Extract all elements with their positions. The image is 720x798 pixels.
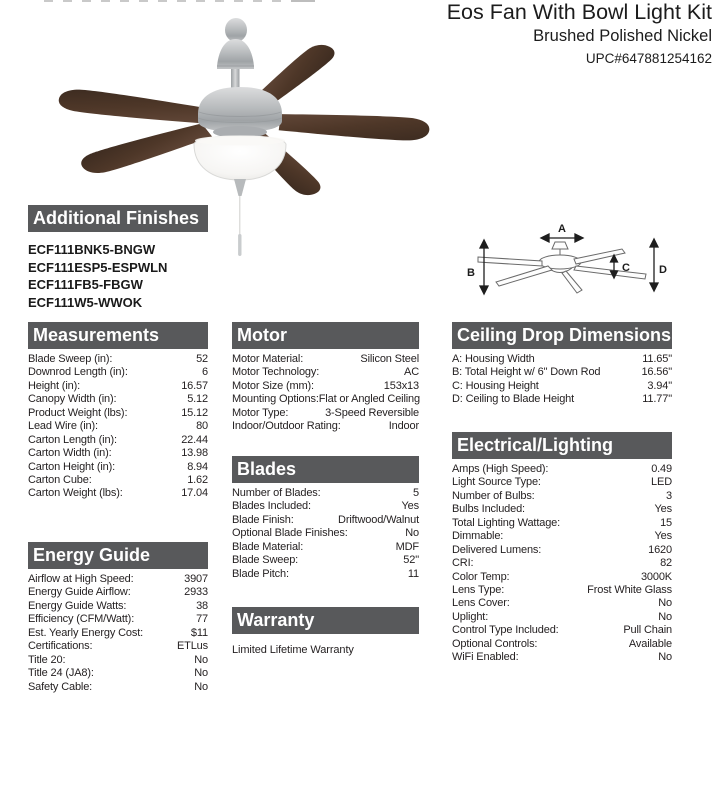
spec-row xyxy=(28,627,208,640)
spec-row xyxy=(452,517,672,530)
spec-value: No xyxy=(194,680,208,693)
spec-label: Product Weight (lbs): xyxy=(28,406,128,419)
spec-label: D: Ceiling to Blade Height xyxy=(452,393,575,406)
spec-row xyxy=(452,544,672,557)
dim-label-d: D xyxy=(659,264,667,276)
spec-value: 52 xyxy=(196,353,208,365)
spec-value: 5 xyxy=(413,487,419,499)
spec-label: Motor Technology: xyxy=(232,366,320,379)
spec-value: Flat or Angled Ceiling xyxy=(318,393,420,406)
spec-row xyxy=(232,353,419,366)
spec-label: Energy Guide Airflow: xyxy=(28,586,131,599)
spec-row xyxy=(452,380,672,393)
section-header-measurements: Measurements xyxy=(28,322,208,349)
fan-blade-left xyxy=(56,87,206,126)
spec-row xyxy=(452,584,672,597)
section-electrical-lighting xyxy=(452,432,672,665)
spec-value: 22.44 xyxy=(181,433,208,446)
ceiling-drop-rows xyxy=(452,353,672,407)
dim-arrow-a xyxy=(541,234,583,242)
spec-value: Available xyxy=(628,637,672,650)
spec-row xyxy=(232,527,419,540)
cropped-print-artifacts xyxy=(44,0,404,3)
spec-value: 16.56" xyxy=(641,366,672,379)
dim-label-c: C xyxy=(622,262,630,274)
spec-row xyxy=(28,474,208,487)
motor-rows xyxy=(232,353,419,434)
spec-row xyxy=(452,503,672,516)
spec-row xyxy=(452,393,672,406)
spec-label: Indoor/Outdoor Rating: xyxy=(232,420,341,433)
product-title: Eos Fan With Bowl Light Kit xyxy=(446,0,712,24)
spec-value: 11 xyxy=(407,567,419,580)
spec-row xyxy=(452,557,672,570)
section-measurements xyxy=(28,322,208,501)
section-header-motor: Motor xyxy=(232,322,419,349)
spec-label: Color Temp: xyxy=(452,570,510,583)
warranty-text: Limited Lifetime Warranty xyxy=(232,644,354,656)
spec-label: Blades Included: xyxy=(232,500,311,513)
spec-label: Blade Sweep (in): xyxy=(28,353,113,365)
spec-value: No xyxy=(658,651,672,664)
spec-value: No xyxy=(194,653,208,666)
section-header-warranty: Warranty xyxy=(232,607,419,634)
spec-row xyxy=(452,597,672,610)
blades-rows xyxy=(232,487,419,581)
section-header-electrical: Electrical/Lighting xyxy=(452,432,672,459)
spec-value: Silicon Steel xyxy=(360,353,419,365)
spec-value: 80 xyxy=(196,420,208,433)
fan-blade-lower-left xyxy=(75,120,214,177)
section-warranty xyxy=(232,607,419,656)
spec-label: Carton Width (in): xyxy=(28,447,112,460)
section-header-additional-finishes: Additional Finishes xyxy=(28,205,208,232)
spec-label: Certifications: xyxy=(28,640,93,653)
spec-row xyxy=(232,366,419,379)
spec-row xyxy=(452,611,672,624)
spec-row xyxy=(28,654,208,667)
spec-label: Delivered Lumens: xyxy=(452,543,542,556)
finish-code: ECF111W5-WWOK xyxy=(28,294,143,310)
spec-value: 77 xyxy=(196,613,208,626)
spec-row xyxy=(28,667,208,680)
spec-value: Pull Chain xyxy=(623,624,672,637)
spec-value: 3-Speed Reversible xyxy=(325,406,419,419)
spec-value: Frost White Glass xyxy=(587,583,672,596)
spec-label: Title 24 (JA8): xyxy=(28,667,94,680)
spec-label: Optional Blade Finishes: xyxy=(232,527,348,540)
spec-label: A: Housing Width xyxy=(452,353,535,365)
spec-row xyxy=(232,420,419,433)
spec-label: Dimmable: xyxy=(452,530,504,543)
finish-list xyxy=(28,241,208,311)
spec-row xyxy=(28,353,208,366)
spec-value: 6 xyxy=(202,366,208,379)
spec-value: $11 xyxy=(190,626,208,639)
spec-label: Safety Cable: xyxy=(28,680,93,693)
diagram-fan-sketch xyxy=(478,242,646,293)
spec-value: 0.49 xyxy=(651,463,672,475)
spec-label: Title 20: xyxy=(28,653,66,666)
spec-label: Motor Type: xyxy=(232,406,289,419)
spec-row xyxy=(232,407,419,420)
spec-value: Yes xyxy=(401,500,419,513)
spec-label: Lens Cover: xyxy=(452,597,510,610)
spec-row xyxy=(452,651,672,664)
dim-label-b: B xyxy=(467,267,475,279)
spec-row xyxy=(452,353,672,366)
spec-row xyxy=(232,500,419,513)
spec-label: Est. Yearly Energy Cost: xyxy=(28,626,144,639)
section-header-blades: Blades xyxy=(232,456,419,483)
section-header-energy-guide: Energy Guide xyxy=(28,542,208,569)
product-header xyxy=(447,1,712,66)
spec-label: Number of Blades: xyxy=(232,487,321,499)
spec-value: 15.12 xyxy=(181,406,208,419)
spec-value: 52" xyxy=(403,554,419,567)
finish-code: ECF111ESP5-ESPWLN xyxy=(28,259,168,275)
spec-value: Indoor xyxy=(388,420,419,433)
spec-value: 3 xyxy=(666,489,672,502)
spec-row xyxy=(28,600,208,613)
spec-row xyxy=(232,380,419,393)
spec-label: Total Lighting Wattage: xyxy=(452,516,561,529)
fan-light-bowl xyxy=(194,136,286,181)
spec-row xyxy=(28,586,208,599)
spec-row xyxy=(28,434,208,447)
spec-value: 1620 xyxy=(648,543,672,556)
spec-row xyxy=(452,476,672,489)
spec-value: ETLus xyxy=(176,640,208,653)
spec-label: Height (in): xyxy=(28,379,80,392)
spec-value: 1.62 xyxy=(187,473,208,486)
spec-label: Downrod Length (in): xyxy=(28,366,128,379)
product-finish-subtitle: Brushed Polished Nickel xyxy=(533,27,712,45)
section-ceiling-drop-dimensions xyxy=(452,322,672,407)
spec-value: 3907 xyxy=(184,573,208,585)
fan-canopy xyxy=(217,18,254,69)
spec-value: 17.04 xyxy=(181,487,208,500)
spec-label: C: Housing Height xyxy=(452,379,539,392)
spec-row xyxy=(232,487,419,500)
section-motor xyxy=(232,322,419,434)
spec-row xyxy=(28,613,208,626)
spec-row xyxy=(452,624,672,637)
spec-value: 13.98 xyxy=(181,447,208,460)
spec-value: MDF xyxy=(395,540,419,553)
spec-value: 82 xyxy=(660,557,672,570)
measurements-rows xyxy=(28,353,208,501)
spec-label: Light Source Type: xyxy=(452,476,541,489)
dim-arrow-c xyxy=(611,255,618,278)
spec-value: Yes xyxy=(654,503,672,516)
spec-label: Carton Cube: xyxy=(28,473,92,486)
spec-label: Blade Material: xyxy=(232,540,304,553)
spec-row xyxy=(452,638,672,651)
spec-label: Optional Controls: xyxy=(452,637,538,650)
spec-label: Bulbs Included: xyxy=(452,503,525,516)
spec-row xyxy=(232,514,419,527)
spec-label: Amps (High Speed): xyxy=(452,463,549,475)
product-upc: UPC#647881254162 xyxy=(585,51,712,66)
section-blades xyxy=(232,456,419,581)
spec-label: Carton Length (in): xyxy=(28,433,117,446)
energy-guide-rows xyxy=(28,573,208,694)
fan-motor-housing xyxy=(198,87,282,138)
spec-label: Canopy Width (in): xyxy=(28,393,117,406)
section-header-ceiling-drop: Ceiling Drop Dimensions xyxy=(452,322,672,349)
spec-value: 16.57 xyxy=(181,379,208,392)
spec-label: Blade Finish: xyxy=(232,513,294,526)
spec-label: Number of Bulbs: xyxy=(452,489,535,502)
spec-label: Control Type Included: xyxy=(452,624,559,637)
section-energy-guide xyxy=(28,542,208,694)
spec-value: 8.94 xyxy=(187,460,208,473)
spec-row xyxy=(28,640,208,653)
spec-row xyxy=(28,681,208,694)
spec-label: Carton Height (in): xyxy=(28,460,116,473)
fan-finial-and-pull-chain xyxy=(234,179,246,256)
spec-row xyxy=(28,461,208,474)
spec-row xyxy=(28,447,208,460)
spec-value: 11.77" xyxy=(642,393,672,406)
spec-value: 11.65" xyxy=(642,353,672,365)
spec-value: 3000K xyxy=(640,570,672,583)
dim-arrow-d xyxy=(650,239,658,291)
fan-blade-right xyxy=(278,111,431,142)
spec-row xyxy=(232,393,419,406)
section-additional-finishes xyxy=(28,205,208,311)
spec-label: Blade Sweep: xyxy=(232,554,299,567)
spec-row xyxy=(452,530,672,543)
spec-row xyxy=(232,541,419,554)
spec-label: Motor Material: xyxy=(232,353,304,365)
spec-label: Mounting Options: xyxy=(232,393,319,406)
spec-row xyxy=(452,366,672,379)
spec-value: No xyxy=(658,610,672,623)
spec-value: No xyxy=(405,527,419,540)
spec-value: 5.12 xyxy=(187,393,208,406)
spec-value: 15 xyxy=(660,516,672,529)
spec-label: WiFi Enabled: xyxy=(452,651,519,664)
spec-label: Carton Weight (lbs): xyxy=(28,487,123,500)
spec-label: B: Total Height w/ 6" Down Rod xyxy=(452,366,601,379)
spec-label: Motor Size (mm): xyxy=(232,379,314,392)
spec-value: No xyxy=(194,667,208,680)
spec-row xyxy=(232,568,419,581)
spec-value: 38 xyxy=(196,599,208,612)
spec-label: CRI: xyxy=(452,557,474,570)
ceiling-drop-diagram xyxy=(462,196,710,314)
dim-label-a: A xyxy=(558,223,566,235)
spec-row xyxy=(28,366,208,379)
spec-label: Efficiency (CFM/Watt): xyxy=(28,613,135,626)
spec-row xyxy=(232,554,419,567)
dim-arrow-b xyxy=(480,240,488,294)
spec-label: Lead Wire (in): xyxy=(28,420,98,433)
spec-row xyxy=(28,573,208,586)
finish-code: ECF111BNK5-BNGW xyxy=(28,242,156,257)
spec-value: 3.94" xyxy=(647,379,672,392)
spec-row xyxy=(28,420,208,433)
spec-label: Airflow at High Speed: xyxy=(28,573,134,585)
finish-code: ECF111FB5-FBGW xyxy=(28,277,143,292)
spec-row xyxy=(452,490,672,503)
spec-value: 153x13 xyxy=(383,379,419,392)
spec-row xyxy=(28,393,208,406)
spec-value: Driftwood/Walnut xyxy=(338,513,419,526)
spec-value: No xyxy=(658,597,672,610)
spec-row xyxy=(28,380,208,393)
spec-label: Uplight: xyxy=(452,610,489,623)
spec-row xyxy=(452,571,672,584)
spec-row xyxy=(28,487,208,500)
spec-row xyxy=(28,407,208,420)
electrical-rows xyxy=(452,463,672,665)
spec-value: LED xyxy=(651,476,672,489)
spec-value: 2933 xyxy=(184,586,208,599)
spec-label: Energy Guide Watts: xyxy=(28,599,127,612)
spec-label: Blade Pitch: xyxy=(232,567,289,580)
spec-row xyxy=(452,463,672,476)
spec-value: AC xyxy=(404,366,419,379)
spec-value: Yes xyxy=(654,530,672,543)
spec-label: Lens Type: xyxy=(452,583,505,596)
